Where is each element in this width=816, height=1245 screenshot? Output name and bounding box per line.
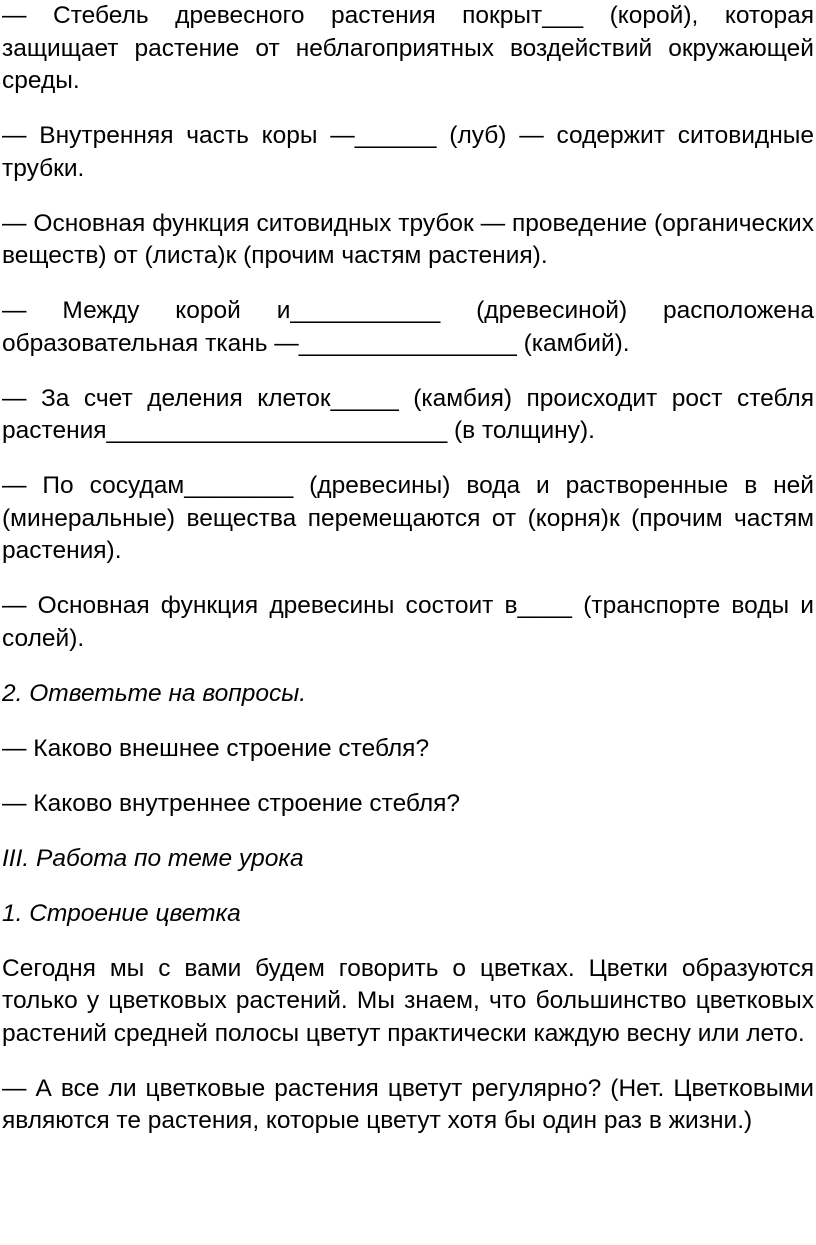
heading-lesson-work: III. Работа по теме урока [2, 844, 304, 872]
paragraph-cambium-growth: — За счет деления клеток_____ (камбия) происходит рост стебля растения_________________________ (в толщину). [2, 384, 814, 444]
question-internal-structure: — Каково внутреннее строение стебля? [2, 789, 461, 817]
paragraph-flowering-question: — А все ли цветковые растения цветут регулярно? (Нет. Цветковыми являются те растения, которые цветут хотя бы один раз в жизни.) [2, 1074, 814, 1134]
paragraph-inner-bark: — Внутренняя часть коры —______ (луб) — содержит ситовидные трубки. [2, 122, 814, 182]
paragraph-vessels: — По сосудам________ (древесины) вода и растворенные в ней (минеральные) вещества перемещаются от (корня)к (прочим частям растения). [2, 472, 814, 564]
heading-flower-structure: 1. Строение цветка [2, 899, 241, 927]
paragraph-wood-function: — Основная функция древесины состоит в____ (транспорте воды и солей). [2, 592, 814, 652]
paragraph-cambium-location: — Между корой и___________ (древесиной) расположена образовательная ткань —________________ (камбий). [2, 297, 814, 357]
question-external-structure: — Каково внешнее строение стебля? [2, 734, 430, 762]
paragraph-sieve-tubes: — Основная функция ситовидных трубок — проведение (органических веществ) от (листа)к (прочим частям растения). [2, 209, 814, 269]
document-page [2, 0, 814, 1138]
heading-answer-questions: 2. Ответьте на вопросы. [2, 679, 307, 707]
paragraph-bark: — Стебель древесного растения покрыт___ (корой), которая защищает растение от неблагоприятных воздействий окружающей среды. [2, 2, 814, 94]
paragraph-flowers-intro: Сегодня мы с вами будем говорить о цветках. Цветки образуются только у цветковых растений. Мы знаем, что большинство цветковых растений средней полосы цветут практически каждую весну или лето. [2, 954, 814, 1047]
